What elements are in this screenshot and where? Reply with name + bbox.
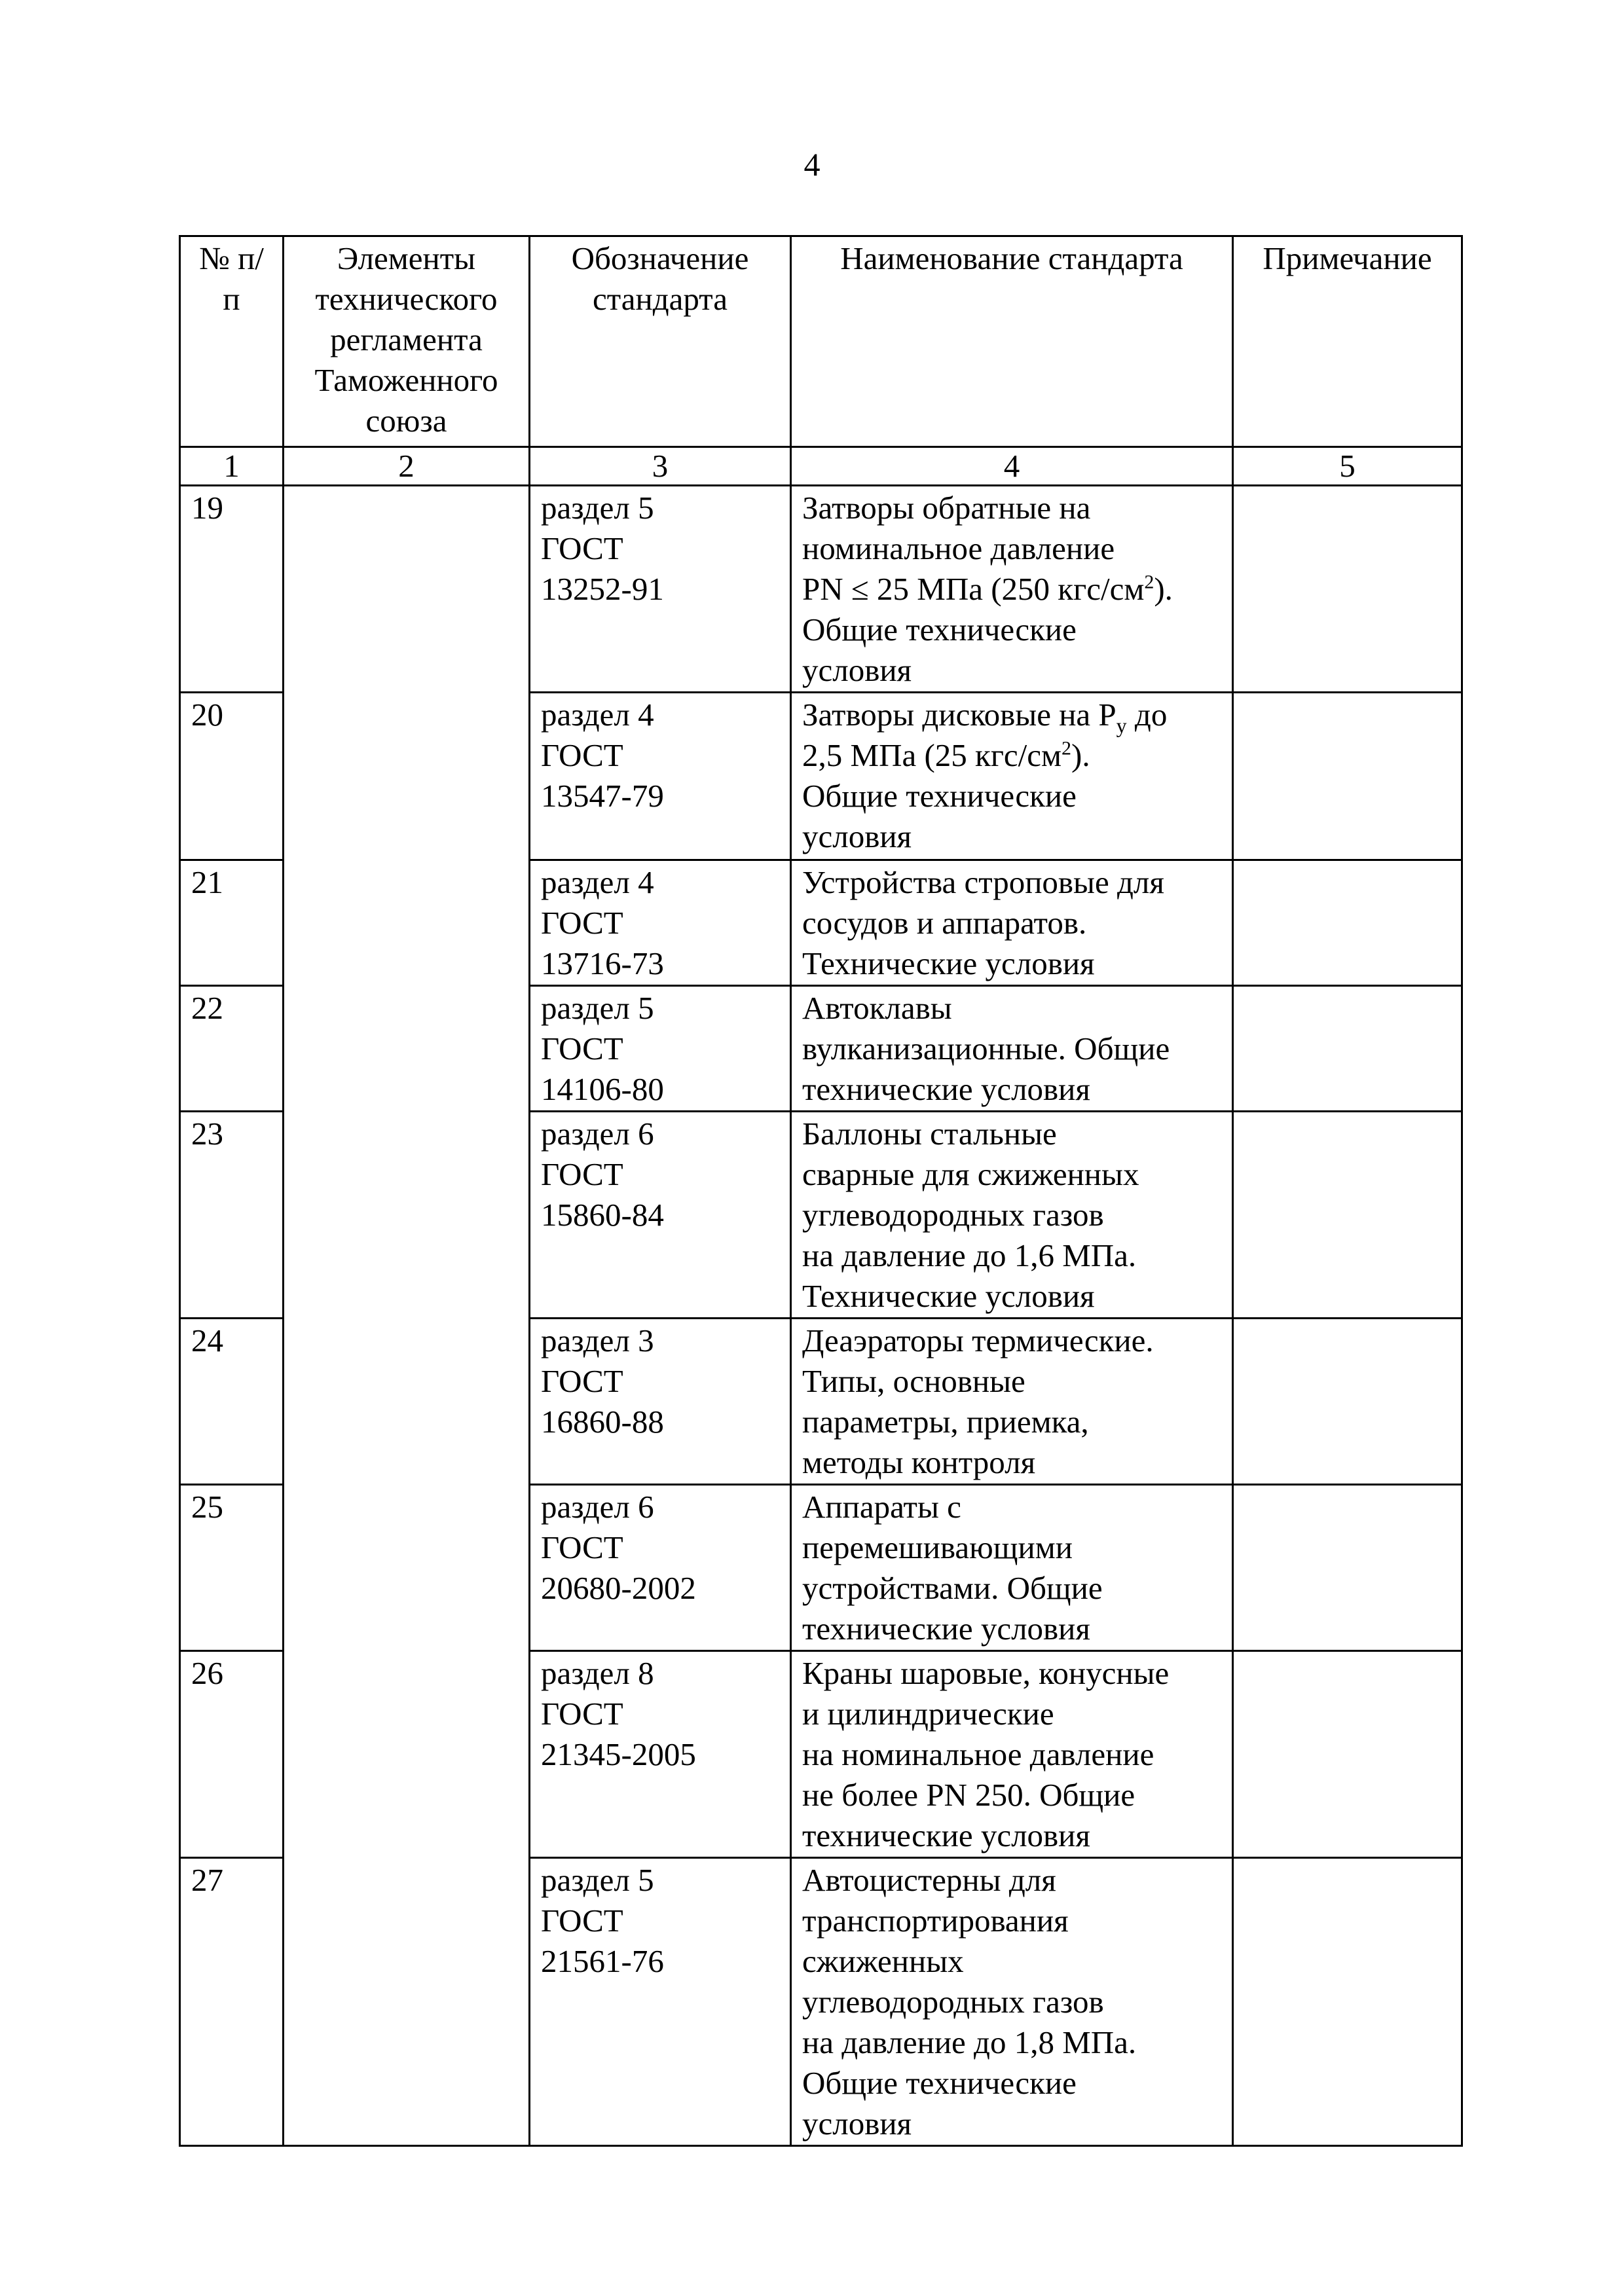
name-line: на давление до 1,6 МПа. <box>802 1237 1137 1273</box>
note-cell <box>1233 486 1462 693</box>
row-number: 22 <box>180 986 284 1112</box>
designation-line: раздел 6 <box>541 1489 654 1525</box>
designation-line: раздел 5 <box>541 990 654 1026</box>
name-line: на давление до 1,8 МПа. <box>802 2024 1137 2060</box>
header-designation: Обозначение стандарта <box>530 236 791 447</box>
standard-name <box>791 1485 1233 1651</box>
name-line <box>802 695 1221 735</box>
standard-name <box>791 486 1233 693</box>
name-line: Затворы обратные на <box>802 490 1091 526</box>
designation-line: 13716-73 <box>541 945 664 981</box>
name-line: Автоклавы <box>802 990 952 1026</box>
designation-line: 15860-84 <box>541 1197 664 1233</box>
designation-line: 20680-2002 <box>541 1570 696 1606</box>
header-note: Примечание <box>1233 236 1462 447</box>
column-number: 1 <box>180 447 284 486</box>
note-cell <box>1233 860 1462 986</box>
note-cell <box>1233 693 1462 860</box>
name-line: методы контроля <box>802 1444 1036 1480</box>
column-number: 5 <box>1233 447 1462 486</box>
name-line: номинальное давление <box>802 530 1115 566</box>
designation-line: ГОСТ <box>541 1529 623 1565</box>
designation-line: раздел 6 <box>541 1116 654 1152</box>
standard-name <box>791 1651 1233 1858</box>
standard-designation <box>530 693 791 860</box>
row-number: 24 <box>180 1319 284 1485</box>
standard-designation <box>530 1485 791 1651</box>
name-fragment: PN ≤ 25 МПа (250 кгс/см <box>802 571 1145 607</box>
table-header-row <box>180 236 1462 447</box>
name-line: технические условия <box>802 1611 1090 1647</box>
designation-line: 14106-80 <box>541 1071 664 1107</box>
standard-name <box>791 1858 1233 2146</box>
name-fragment: ). <box>1071 737 1090 773</box>
designation-line: ГОСТ <box>541 1903 623 1939</box>
name-line: параметры, приемка, <box>802 1404 1089 1440</box>
name-line: условия <box>802 652 912 688</box>
name-line: условия <box>802 818 912 854</box>
designation-line: 13547-79 <box>541 778 664 814</box>
standard-name <box>791 860 1233 986</box>
standard-designation <box>530 860 791 986</box>
name-line: Баллоны стальные <box>802 1116 1057 1152</box>
designation-line: 21345-2005 <box>541 1736 696 1772</box>
superscript: 2 <box>1061 737 1072 759</box>
name-line: углеводородных газов <box>802 1984 1104 2020</box>
column-number: 2 <box>284 447 530 486</box>
standard-designation <box>530 1319 791 1485</box>
name-line: сварные для сжиженных <box>802 1156 1139 1192</box>
name-line: Технические условия <box>802 945 1095 981</box>
name-line: транспортирования <box>802 1903 1069 1939</box>
standard-name <box>791 1319 1233 1485</box>
name-line: Устройства строповые для <box>802 864 1164 900</box>
designation-line: ГОСТ <box>541 1030 623 1066</box>
designation-line: ГОСТ <box>541 1696 623 1732</box>
name-line: на номинальное давление <box>802 1736 1154 1772</box>
page-number: 4 <box>803 146 821 183</box>
row-number: 27 <box>180 1858 284 2146</box>
standard-name <box>791 693 1233 860</box>
name-line: технические условия <box>802 1071 1090 1107</box>
row-number: 19 <box>180 486 284 693</box>
designation-line: раздел 4 <box>541 697 654 733</box>
designation-line: 21561-76 <box>541 1943 664 1979</box>
name-line: Автоцистерны для <box>802 1862 1056 1898</box>
note-cell <box>1233 1858 1462 2146</box>
standards-table <box>179 235 1463 2147</box>
regulation-elements-cell <box>284 486 530 2146</box>
designation-line: ГОСТ <box>541 1156 623 1192</box>
name-fragment: 2,5 МПа (25 кгс/см <box>802 737 1062 773</box>
name-fragment: ). <box>1154 571 1173 607</box>
note-cell <box>1233 1112 1462 1319</box>
row-number: 25 <box>180 1485 284 1651</box>
designation-line: 16860-88 <box>541 1404 664 1440</box>
note-cell <box>1233 1651 1462 1858</box>
designation-line: раздел 5 <box>541 1862 654 1898</box>
name-line: Общие технические <box>802 611 1077 647</box>
designation-line: раздел 5 <box>541 490 654 526</box>
subscript: y <box>1116 713 1127 737</box>
name-fragment: до <box>1126 697 1168 733</box>
name-line: Типы, основные <box>802 1363 1025 1399</box>
designation-line: раздел 8 <box>541 1655 654 1691</box>
designation-line: раздел 3 <box>541 1322 654 1358</box>
designation-line: ГОСТ <box>541 530 623 566</box>
name-line: сжиженных <box>802 1943 964 1979</box>
name-line: и цилиндрические <box>802 1696 1054 1732</box>
designation-line: 13252-91 <box>541 571 664 607</box>
standard-name <box>791 1112 1233 1319</box>
name-line: Аппараты с <box>802 1489 961 1525</box>
name-line: Общие технические <box>802 778 1077 814</box>
name-line: Краны шаровые, конусные <box>802 1655 1170 1691</box>
designation-line: ГОСТ <box>541 737 623 773</box>
name-line: Деаэраторы термические. <box>802 1322 1154 1358</box>
row-number: 20 <box>180 693 284 860</box>
note-cell <box>1233 1485 1462 1651</box>
standard-designation <box>530 486 791 693</box>
column-number: 3 <box>530 447 791 486</box>
name-line: сосудов и аппаратов. <box>802 905 1087 941</box>
name-fragment: Затворы дисковые на P <box>802 697 1116 733</box>
name-line <box>802 735 1221 776</box>
header-number: № п/п <box>180 236 284 447</box>
superscript: 2 <box>1144 571 1154 593</box>
name-line: Технические условия <box>802 1278 1095 1314</box>
row-number: 21 <box>180 860 284 986</box>
header-elements: Элементы технического регламента Таможенного союза <box>284 236 530 447</box>
standard-designation <box>530 1858 791 2146</box>
header-standard-name: Наименование стандарта <box>791 236 1233 447</box>
name-line: вулканизационные. Общие <box>802 1030 1170 1066</box>
row-number: 26 <box>180 1651 284 1858</box>
standard-designation <box>530 1651 791 1858</box>
standard-name <box>791 986 1233 1112</box>
name-line: Общие технические <box>802 2065 1077 2101</box>
note-cell <box>1233 986 1462 1112</box>
column-numbers-row <box>180 447 1462 486</box>
note-cell <box>1233 1319 1462 1485</box>
name-line: перемешивающими <box>802 1529 1073 1565</box>
designation-line: раздел 4 <box>541 864 654 900</box>
column-number: 4 <box>791 447 1233 486</box>
name-line: технические условия <box>802 1817 1090 1853</box>
standard-designation <box>530 1112 791 1319</box>
designation-line: ГОСТ <box>541 1363 623 1399</box>
name-line <box>802 569 1221 610</box>
name-line: углеводородных газов <box>802 1197 1104 1233</box>
standard-designation <box>530 986 791 1112</box>
name-line: не более PN 250. Общие <box>802 1777 1135 1813</box>
designation-line: ГОСТ <box>541 905 623 941</box>
table-row <box>180 486 1462 693</box>
name-line: устройствами. Общие <box>802 1570 1103 1606</box>
row-number: 23 <box>180 1112 284 1319</box>
name-line: условия <box>802 2105 912 2141</box>
